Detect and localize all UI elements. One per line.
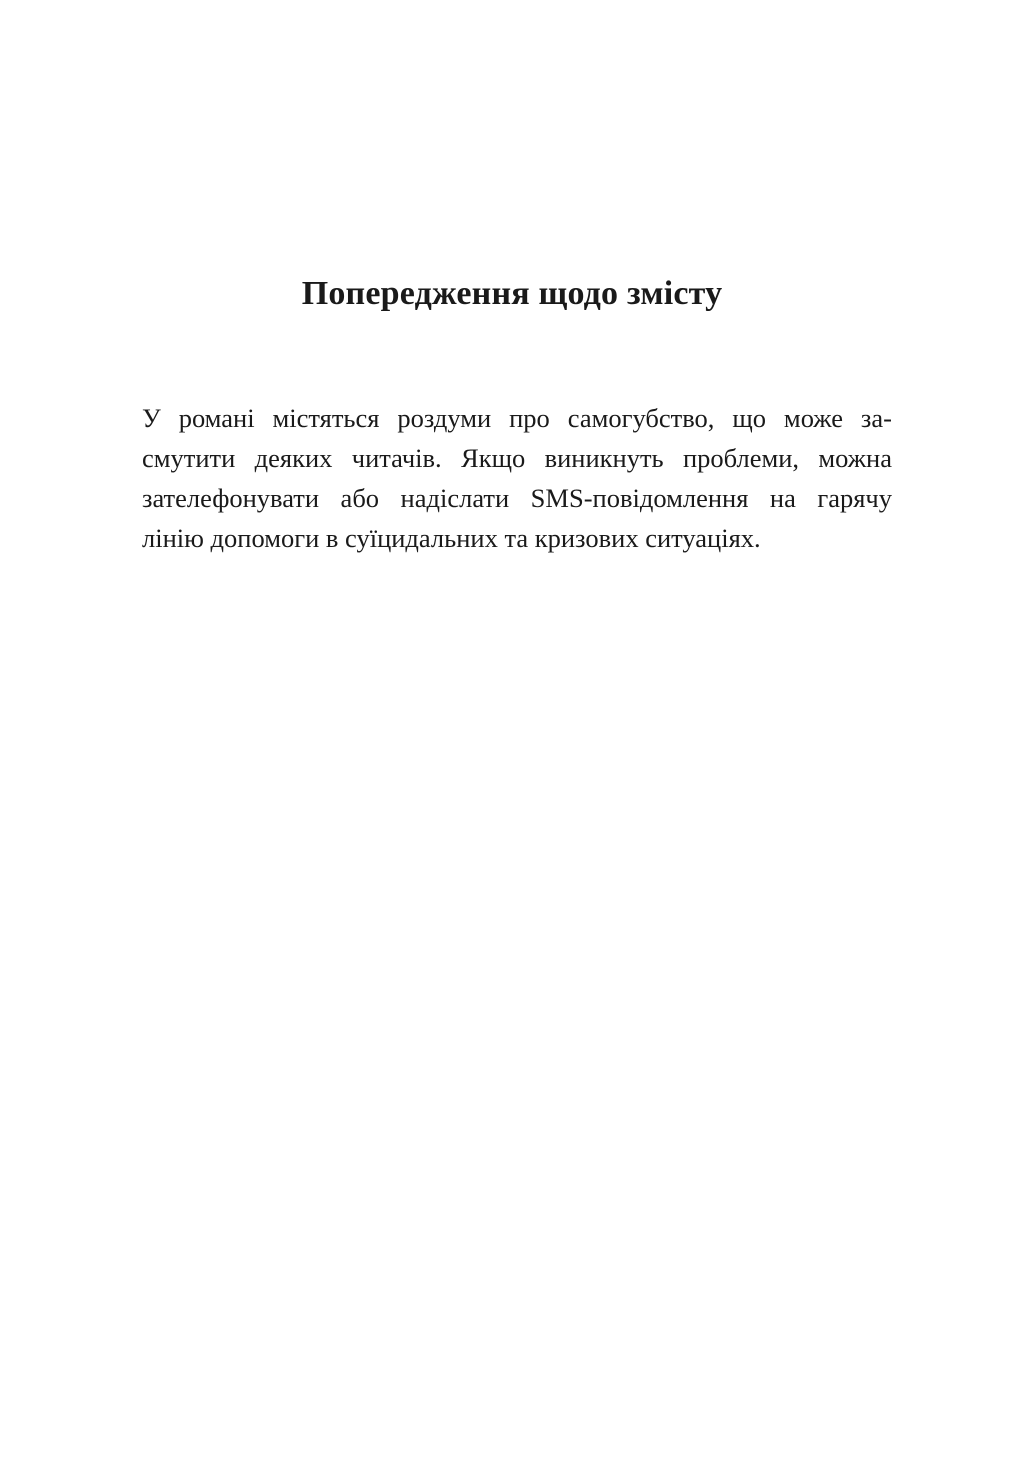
page-title: Попередження щодо змісту [301,275,723,312]
content-warning-paragraph [142,398,892,558]
paragraph-line: смутити деяких читачів. Якщо виникнуть проблеми, можна [142,443,892,473]
paragraph-line: У романі містяться роздуми про самогубство, що може за- [142,403,892,433]
paragraph-line: лінію допомоги в суїцидальних та кризових ситуаціях. [142,523,761,553]
paragraph-line: зателефонувати або надіслати SMS-повідомлення на гарячу [142,483,892,513]
